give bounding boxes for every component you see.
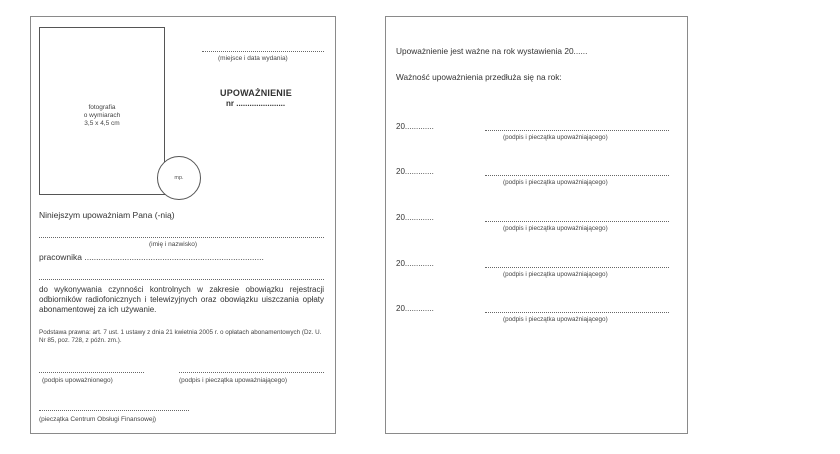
stamp-circle <box>157 156 201 200</box>
photo-box <box>39 27 165 195</box>
validity-text: Upoważnienie jest ważne na rok wystawienia 20...... <box>396 46 588 56</box>
photo-label: fotografia o wymiarach 3,5 x 4,5 cm <box>83 104 121 127</box>
extension-signature-caption: (podpis i pieczątka upoważniającego) <box>503 134 608 141</box>
extension-signature-line <box>485 312 669 313</box>
extension-signature-caption: (podpis i pieczątka upoważniającego) <box>503 316 608 323</box>
extension-signature-caption: (podpis i pieczątka upoważniającego) <box>503 271 608 278</box>
legal-basis: Podstawa prawna: art. 7 ust. 1 ustawy z dnia 21 kwietnia 2005 r. o opłatach abonamentowych (Dz. U. Nr 85, poz. 728, z późn. zm.). <box>39 329 322 344</box>
extension-year: 20............. <box>396 259 434 268</box>
document-title: UPOWAŻNIENIE <box>220 88 292 98</box>
extension-signature-line <box>485 267 669 268</box>
issue-place-line <box>202 51 324 52</box>
authorization-back-page <box>385 16 688 434</box>
authorized-sig-line <box>39 372 144 373</box>
authorizing-sig-line <box>179 372 324 373</box>
center-stamp-line <box>39 410 189 411</box>
extension-year: 20............. <box>396 167 434 176</box>
center-stamp-caption: (pieczątka Centrum Obsługi Finansowej) <box>39 416 157 423</box>
authorizing-sig-caption: (podpis i pieczątka upoważniającego) <box>179 377 288 384</box>
issue-caption: (miejsce i data wydania) <box>218 55 288 62</box>
stamp-label: mp. <box>174 175 184 181</box>
extension-signature-caption: (podpis i pieczątka upoważniającego) <box>503 225 608 232</box>
extension-year: 20............. <box>396 213 434 222</box>
intro-text: Niniejszym upoważniam Pana (-nią) <box>39 210 175 220</box>
extension-signature-line <box>485 130 669 131</box>
name-caption: (imię i nazwisko) <box>149 241 198 248</box>
authorized-sig-caption: (podpis upoważnionego) <box>42 377 113 384</box>
authorization-front-page <box>30 16 336 434</box>
extension-year: 20............. <box>396 304 434 313</box>
extension-signature-line <box>485 221 669 222</box>
extension-signature-caption: (podpis i pieczątka upoważniającego) <box>503 179 608 186</box>
name-line <box>39 237 324 238</box>
employee-label: pracownika ............................................................................ <box>39 252 264 262</box>
extension-year: 20............. <box>396 122 434 131</box>
document-number: nr ...................... <box>226 99 286 108</box>
extension-text: Ważność upoważnienia przedłuża się na rok: <box>396 72 562 82</box>
employer-line <box>39 279 324 280</box>
purpose-text: do wykonywania czynności kontrolnych w zakresie obowiązku rejestracji odbiorników radiofonicznych i telewizyjnych oraz obowiązku uiszczania opłaty abonamentowej za ich używanie. <box>39 285 324 314</box>
extension-signature-line <box>485 175 669 176</box>
